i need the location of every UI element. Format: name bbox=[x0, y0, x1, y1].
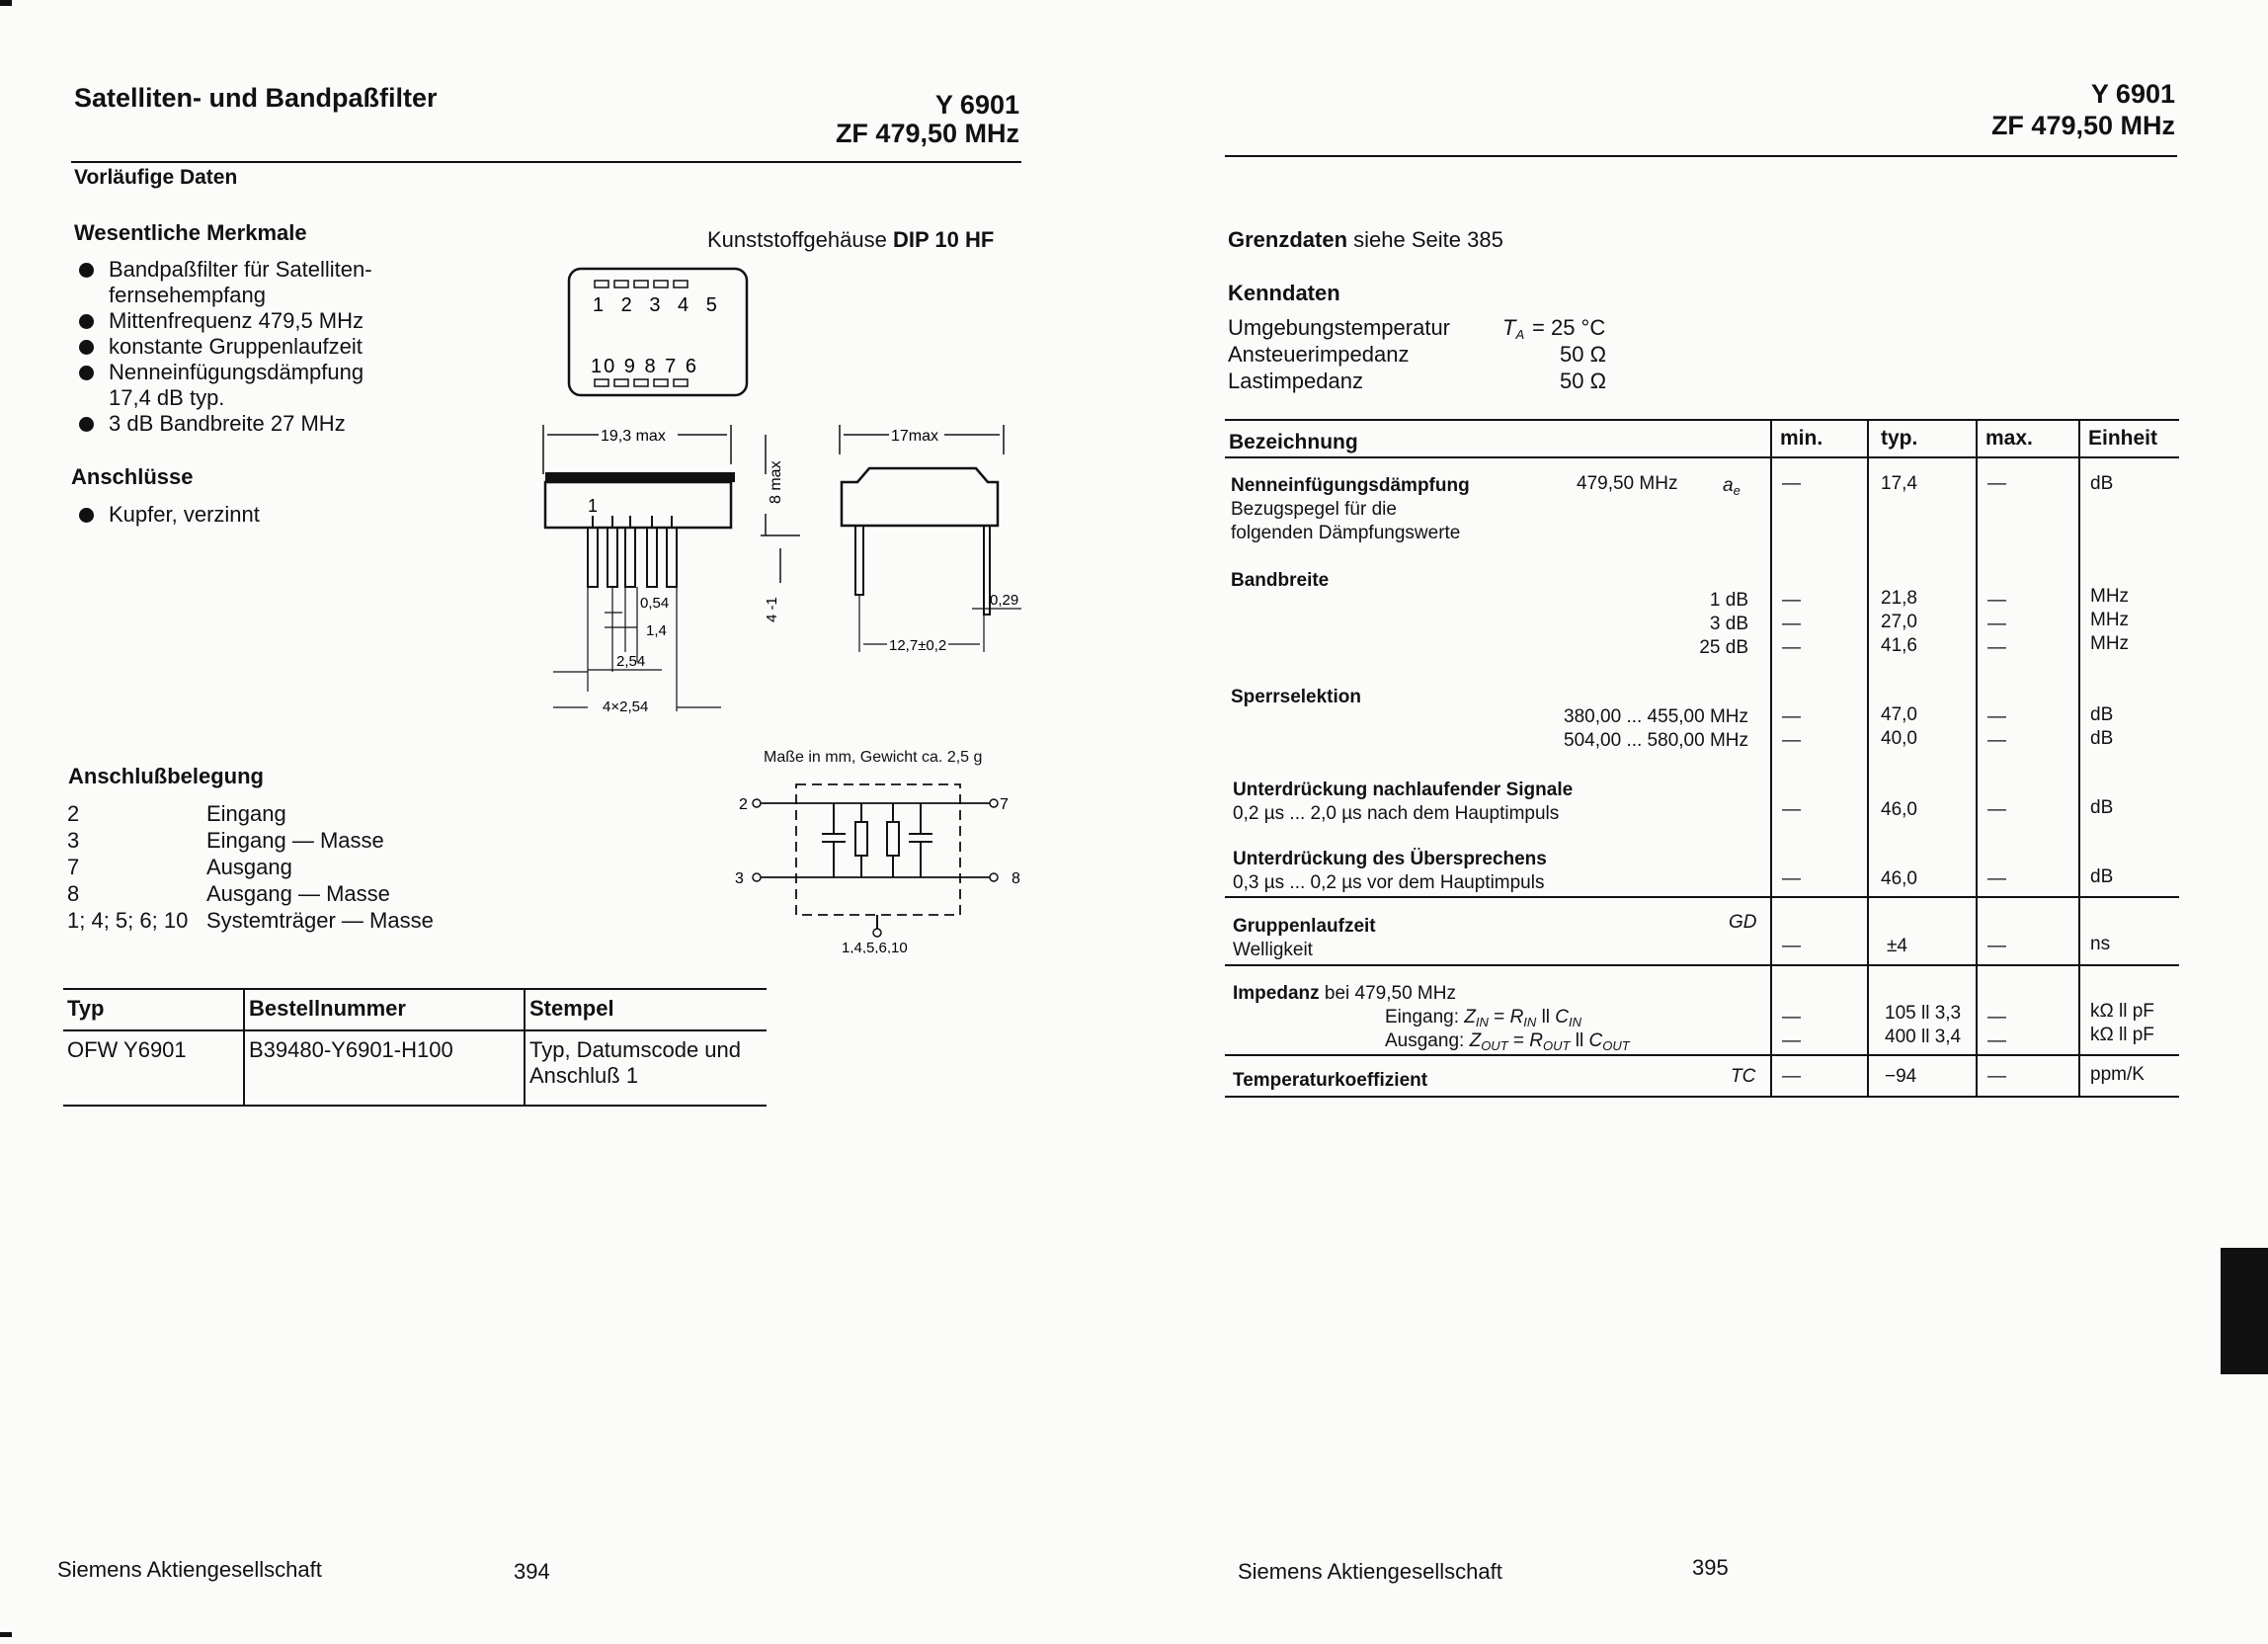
page-number-right: 395 bbox=[1692, 1555, 1729, 1580]
page-title: Satelliten- und Bandpaßfilter bbox=[74, 83, 438, 113]
cell-max: — bbox=[1987, 1030, 2006, 1051]
cell-typ: −94 bbox=[1885, 1066, 1917, 1087]
cell-min: — bbox=[1782, 1007, 1801, 1028]
model-number-right: Y 6901 bbox=[2090, 79, 2175, 109]
cell-typ: 17,4 bbox=[1881, 473, 1917, 494]
zf-frequency: ZF 479,50 MHz bbox=[835, 119, 1019, 148]
pin-number: 3 bbox=[67, 828, 80, 853]
row-gruppe-title: Gruppenlaufzeit bbox=[1233, 916, 1376, 937]
top-pin-numbers: 1 2 3 4 5 bbox=[593, 294, 723, 316]
model-number: Y 6901 bbox=[934, 90, 1019, 120]
pin-function: Ausgang bbox=[206, 855, 292, 879]
cell-max: — bbox=[1987, 730, 2006, 751]
scan-mark-bottom bbox=[0, 1632, 12, 1637]
cell-max: — bbox=[1987, 637, 2006, 658]
cell-max: — bbox=[1987, 590, 2006, 611]
row-gruppe-line2: Welligkeit bbox=[1233, 940, 1313, 960]
cell-max: — bbox=[1987, 614, 2006, 634]
cell-min: — bbox=[1782, 868, 1801, 889]
cell-max: — bbox=[1987, 473, 2006, 494]
condition-value: 50 Ω bbox=[1560, 369, 1607, 393]
features-list bbox=[75, 257, 470, 437]
row-unter1-line2: 0,2 µs ... 2,0 µs nach dem Hauptimpuls bbox=[1233, 803, 1560, 824]
row-nenn-symbol bbox=[1723, 474, 1741, 502]
housing-label bbox=[707, 227, 994, 253]
dim-14: 1,4 bbox=[646, 622, 667, 639]
cell-max: — bbox=[1987, 1007, 2006, 1028]
imp-label: Ausgang: bbox=[1385, 1030, 1465, 1051]
row-band-label: 25 dB bbox=[1699, 637, 1748, 658]
housing-type: DIP 10 HF bbox=[892, 227, 995, 252]
circuit-in: 2 bbox=[739, 796, 748, 813]
preliminary-label: Vorläufige Daten bbox=[74, 166, 238, 189]
scan-mark-top bbox=[0, 0, 12, 6]
footer-company-right: Siemens Aktiengesellschaft bbox=[1238, 1559, 1502, 1584]
symbol-sub: e bbox=[1733, 483, 1741, 498]
symbol-a: a bbox=[1723, 475, 1734, 496]
row-nenn-title: Nenneinfügungsdämpfung bbox=[1231, 475, 1470, 496]
row-band-label: 3 dB bbox=[1709, 614, 1748, 634]
row-nenn-line2: Bezugspegel für die bbox=[1231, 499, 1397, 520]
row-imp-title: Impedanz bbox=[1233, 983, 1320, 1004]
cell-unit: dB bbox=[2090, 728, 2114, 749]
pin-number: 1; 4; 5; 6; 10 bbox=[67, 908, 189, 933]
row-sperr-label: 380,00 ... 455,00 MHz bbox=[1564, 706, 1748, 727]
features-heading: Wesentliche Merkmale bbox=[74, 220, 307, 245]
order-table bbox=[63, 988, 767, 1107]
row-imp-output: Ausgang: $Z_{OUT} = R_{OUT}$ ll $C_{OUT}$ bbox=[1385, 1030, 1630, 1053]
cell-unit: ppm/K bbox=[2090, 1064, 2145, 1085]
cell-unit: MHz bbox=[2090, 586, 2130, 607]
condition-value: = 25 °C bbox=[1532, 315, 1606, 340]
cell-unit: MHz bbox=[2090, 633, 2130, 654]
cell-typ: 105 ll 3,3 bbox=[1885, 1003, 1962, 1024]
housing-prefix: Kunststoffgehäuse bbox=[707, 227, 887, 252]
row-nenn-line3: folgenden Dämpfungswerte bbox=[1231, 523, 1461, 543]
order-header-ordernumber: Bestellnummer bbox=[244, 989, 525, 1030]
thumb-index-tab bbox=[2221, 1248, 2268, 1374]
row-unter1-title: Unterdrückung nachlaufender Signale bbox=[1233, 780, 1574, 800]
col-header-max: max. bbox=[1985, 427, 2033, 450]
limits-line bbox=[1228, 227, 1503, 253]
pin-assignment-list bbox=[67, 800, 522, 934]
header-rule bbox=[71, 161, 1021, 163]
cell-max: — bbox=[1987, 799, 2006, 820]
circuit-out-gnd: 8 bbox=[1012, 870, 1020, 887]
order-header-type: Typ bbox=[63, 989, 244, 1030]
row-imp-input: Eingang: $Z_{IN} = R_{IN}$ ll $C_{IN}$ bbox=[1385, 1007, 1582, 1029]
pin-number: 8 bbox=[67, 881, 80, 906]
dim-height-2: 4 -1 bbox=[764, 597, 780, 622]
circuit-out: 7 bbox=[1000, 796, 1009, 813]
condition-symbol: $T_A$ bbox=[1502, 315, 1525, 342]
cell-unit: kΩ ll pF bbox=[2090, 1025, 2154, 1045]
connections-heading: Anschlüsse bbox=[71, 464, 194, 489]
cell-min: — bbox=[1782, 590, 1801, 611]
cell-typ: 21,8 bbox=[1881, 588, 1917, 609]
pin-assignment-heading: Anschlußbelegung bbox=[68, 764, 264, 788]
circuit-diagram bbox=[731, 771, 1027, 953]
cell-min: — bbox=[1782, 637, 1801, 658]
connection-item: Kupfer, verzinnt bbox=[75, 502, 470, 528]
condition-value: 50 Ω bbox=[1560, 342, 1607, 367]
dim-height-1: 8 max bbox=[768, 460, 784, 504]
cell-typ: 40,0 bbox=[1881, 728, 1917, 749]
cell-typ: 27,0 bbox=[1881, 612, 1917, 632]
dim-054: 0,54 bbox=[640, 595, 670, 612]
circuit-in-gnd: 3 bbox=[735, 870, 744, 887]
limits-text: siehe Seite 385 bbox=[1353, 227, 1503, 252]
order-number: B39480-Y6901-H100 bbox=[244, 1030, 525, 1106]
cell-unit: dB bbox=[2090, 866, 2114, 887]
col-header-min: min. bbox=[1780, 427, 1823, 450]
condition-label: Ansteuerimpedanz bbox=[1228, 342, 1410, 367]
cell-unit: kΩ ll pF bbox=[2090, 1001, 2154, 1022]
row-gruppe-symbol: GD bbox=[1729, 912, 1757, 933]
cell-min: — bbox=[1782, 799, 1801, 820]
cell-min: — bbox=[1782, 614, 1801, 634]
col-header-name: Bezeichnung bbox=[1229, 431, 1358, 453]
order-stamp: Typ, Datumscode und Anschluß 1 bbox=[525, 1030, 767, 1106]
pin-number: 7 bbox=[67, 855, 80, 879]
conditions-list bbox=[1228, 314, 1821, 394]
cell-max: — bbox=[1987, 1066, 2006, 1087]
header-rule-right bbox=[1225, 155, 2177, 157]
pin-function: Systemträger — Masse bbox=[206, 908, 434, 933]
row-nenn-freq: 479,50 MHz bbox=[1577, 473, 1678, 494]
cell-max: — bbox=[1987, 868, 2006, 889]
package-drawing bbox=[533, 257, 1027, 721]
characteristics-heading: Kenndaten bbox=[1228, 281, 1340, 305]
col-header-unit: Einheit bbox=[2088, 427, 2158, 450]
table-row bbox=[63, 1030, 767, 1106]
row-unter2-title: Unterdrückung des Übersprechens bbox=[1233, 849, 1547, 869]
cell-unit: ns bbox=[2090, 934, 2111, 954]
dimensions-note: Maße in mm, Gewicht ca. 2,5 g bbox=[764, 749, 983, 766]
limits-bold: Grenzdaten bbox=[1228, 227, 1348, 252]
pin1-marker: 1 bbox=[588, 496, 599, 516]
cell-min: — bbox=[1782, 473, 1801, 494]
dim-width-1: 19,3 max bbox=[601, 428, 666, 445]
circuit-ground-pins: 1,4,5,6,10 bbox=[842, 940, 908, 953]
cell-min: — bbox=[1782, 1066, 1801, 1087]
cell-typ: 41,6 bbox=[1881, 635, 1917, 656]
col-header-typ: typ. bbox=[1881, 427, 1918, 450]
row-temp-symbol: TC bbox=[1731, 1066, 1756, 1087]
pin-function: Ausgang — Masse bbox=[206, 881, 390, 906]
pin-number: 2 bbox=[67, 801, 80, 826]
dim-width-2: 17max bbox=[891, 428, 939, 445]
cell-min: — bbox=[1782, 706, 1801, 727]
cell-typ: 46,0 bbox=[1881, 799, 1917, 820]
bottom-pin-numbers: 10 9 8 7 6 bbox=[591, 356, 698, 377]
cell-min: — bbox=[1782, 730, 1801, 751]
row-imp-title-line bbox=[1233, 982, 1456, 1005]
feature-item: Nenneinfügungsdämpfung 17,4 dB typ. bbox=[75, 360, 470, 411]
page-number: 394 bbox=[514, 1559, 550, 1584]
cell-max: — bbox=[1987, 936, 2006, 956]
pin-function: Eingang bbox=[206, 801, 286, 826]
row-sperr-title: Sperrselektion bbox=[1231, 687, 1361, 707]
dim-029: 0,29 bbox=[990, 592, 1019, 609]
zf-frequency-right: ZF 479,50 MHz bbox=[1990, 111, 2175, 140]
cell-min: — bbox=[1782, 1030, 1801, 1051]
row-unter2-line2: 0,3 µs ... 0,2 µs vor dem Hauptimpuls bbox=[1233, 872, 1545, 893]
condition-label: Lastimpedanz bbox=[1228, 369, 1363, 393]
cell-max: — bbox=[1987, 706, 2006, 727]
condition-label: Umgebungstemperatur bbox=[1228, 315, 1451, 340]
footer-company: Siemens Aktiengesellschaft bbox=[57, 1557, 322, 1582]
connections-list bbox=[75, 502, 470, 528]
cell-typ: 47,0 bbox=[1881, 704, 1917, 725]
row-temp-title: Temperaturkoeffizient bbox=[1233, 1070, 1428, 1091]
imp-label: Eingang: bbox=[1385, 1007, 1460, 1028]
dim-127: 12,7±0,2 bbox=[889, 637, 947, 654]
dim-4x254: 4×2,54 bbox=[603, 699, 649, 715]
feature-item: 3 dB Bandbreite 27 MHz bbox=[75, 411, 470, 437]
spec-table bbox=[1225, 419, 2179, 1110]
row-band-label: 1 dB bbox=[1709, 590, 1748, 611]
cell-typ: 400 ll 3,4 bbox=[1885, 1027, 1962, 1047]
cell-unit: MHz bbox=[2090, 610, 2130, 630]
cell-min: — bbox=[1782, 936, 1801, 956]
order-header-stamp: Stempel bbox=[525, 989, 767, 1030]
feature-item: konstante Gruppenlaufzeit bbox=[75, 334, 470, 360]
feature-item: Mittenfrequenz 479,5 MHz bbox=[75, 308, 470, 334]
row-band-title: Bandbreite bbox=[1231, 570, 1330, 591]
cell-typ: 46,0 bbox=[1881, 868, 1917, 889]
feature-item: Bandpaßfilter für Satelliten- fernsehempfang bbox=[75, 257, 470, 308]
dim-254: 2,54 bbox=[616, 653, 646, 670]
cell-unit: dB bbox=[2090, 704, 2114, 725]
order-type: OFW Y6901 bbox=[63, 1030, 244, 1106]
row-sperr-label: 504,00 ... 580,00 MHz bbox=[1564, 730, 1748, 751]
cell-unit: dB bbox=[2090, 797, 2114, 818]
cell-unit: dB bbox=[2090, 473, 2114, 494]
cell-typ: ±4 bbox=[1887, 936, 1907, 956]
pin-function: Eingang — Masse bbox=[206, 828, 384, 853]
row-imp-title-rest: bei 479,50 MHz bbox=[1324, 983, 1456, 1004]
